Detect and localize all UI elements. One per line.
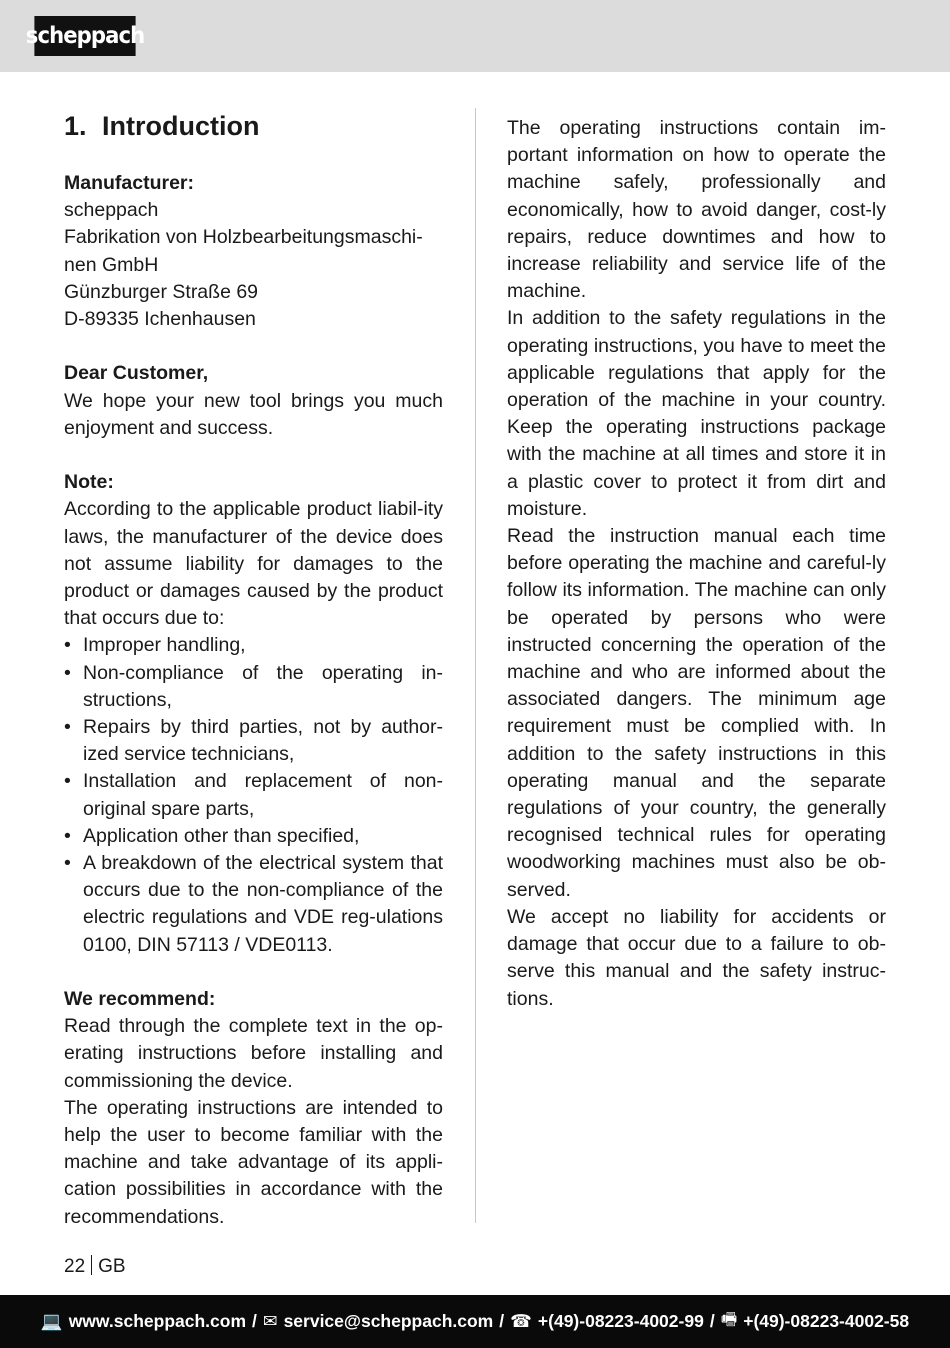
body-paragraph: In addition to the safety regulations in the operating instructions, you have to meet the applicable regulations that apply for the operation of the machine in your country. Keep the operating instructions package with the machine at all times and store it in a plastic cover to protect it from dirt and moisture. bbox=[507, 307, 886, 520]
recommend-paragraph: Read through the complete text in the op-erating instructions before installing and commissioning the device. bbox=[64, 1015, 443, 1092]
page-language: GB bbox=[98, 1256, 126, 1277]
body-paragraph: We accept no liability for accidents or damage that occur due to a failure to ob-serve this manual and the safety instruc-tions. bbox=[507, 905, 886, 1010]
envelope-icon: ✉ bbox=[262, 1311, 278, 1331]
manufacturer-heading: Manufacturer: bbox=[64, 172, 195, 194]
computer-icon: 💻 bbox=[40, 1311, 63, 1331]
manufacturer-city: D-89335 Ichenhausen bbox=[64, 308, 256, 331]
telephone-icon: ☎ bbox=[510, 1311, 532, 1331]
left-column bbox=[64, 108, 443, 1231]
list-item: • Application other than specified, bbox=[64, 823, 443, 850]
footer-separator: / bbox=[499, 1311, 505, 1331]
footer-bar bbox=[0, 1295, 950, 1348]
list-item: • A breakdown of the electrical system that occurs due to the non-compliance of the electric regulations and VDE reg-ulations 0100, DIN 57113 / VDE0113. bbox=[64, 850, 443, 959]
list-item: • Improper handling, bbox=[64, 632, 443, 659]
list-item: • Repairs by third parties, not by author-ized service technicians, bbox=[64, 714, 443, 768]
column-divider bbox=[475, 108, 476, 1223]
section-title bbox=[64, 108, 443, 144]
footer-separator: / bbox=[709, 1311, 715, 1331]
manufacturer-name: scheppach bbox=[64, 199, 159, 222]
right-column bbox=[507, 115, 886, 1013]
recommend-heading: We recommend: bbox=[64, 988, 216, 1011]
page-number bbox=[64, 1255, 126, 1278]
footer-fax: +(49)-08223-4002-58 bbox=[743, 1311, 910, 1331]
list-item: • Installation and replacement of non-original spare parts, bbox=[64, 768, 443, 822]
manufacturer-street: Günzburger Straße 69 bbox=[64, 280, 259, 303]
footer-email-link[interactable]: service@scheppach.com bbox=[283, 1311, 494, 1331]
list-item: • Non-compliance of the operating in-structions, bbox=[64, 660, 443, 714]
footer-phone[interactable]: +(49)-08223-4002-99 bbox=[537, 1311, 704, 1331]
footer-website-link[interactable]: www.scheppach.com bbox=[68, 1311, 247, 1331]
section-number: 1. bbox=[64, 111, 87, 141]
body-paragraph: Read the instruction manual each time before operating the machine and careful-ly follow its information. The machine can only be operated by persons who were instructed concerning the operation of the machine and who are informed about the associated dangers. The minimum age requirement must be complied with. In addition to the safety instructions in this operating manual and the separate regulations of your country, the generally recognised technical rules for operating woodworking machines must also be ob-served. bbox=[507, 525, 886, 901]
dear-customer-text: We hope your new tool brings you much enjoyment and success. bbox=[64, 389, 443, 439]
fax-icon: 🖷 bbox=[720, 1308, 738, 1329]
scheppach-logo: scheppach bbox=[34, 16, 135, 56]
section-title-text: Introduction bbox=[102, 111, 260, 141]
note-text: According to the applicable product liabil-ity laws, the manufacturer of the device does not assume liability for damages to the product or damages caused by the product that occurs due to: bbox=[64, 498, 443, 630]
recommend-paragraph: The operating instructions are intended to help the user to become familiar with the machine and take advantage of its appli-cation possibilities in accordance with the recommendations. bbox=[64, 1096, 443, 1228]
header-bar bbox=[0, 0, 950, 72]
manufacturer-company: Fabrikation von Holzbearbeitungsmaschi-nen GmbH bbox=[64, 226, 423, 276]
footer-separator: / bbox=[252, 1311, 257, 1331]
dear-customer-heading: Dear Customer, bbox=[64, 362, 209, 385]
note-list bbox=[64, 632, 443, 958]
body-paragraph: The operating instructions contain im-portant information on how to operate the machine safely, professionally and economically, how to avoid danger, cost-ly repairs, reduce downtimes and how to increase reliability and service life of the machine. bbox=[507, 117, 886, 303]
note-heading: Note: bbox=[64, 471, 114, 494]
page-number-value: 22 bbox=[64, 1256, 86, 1277]
